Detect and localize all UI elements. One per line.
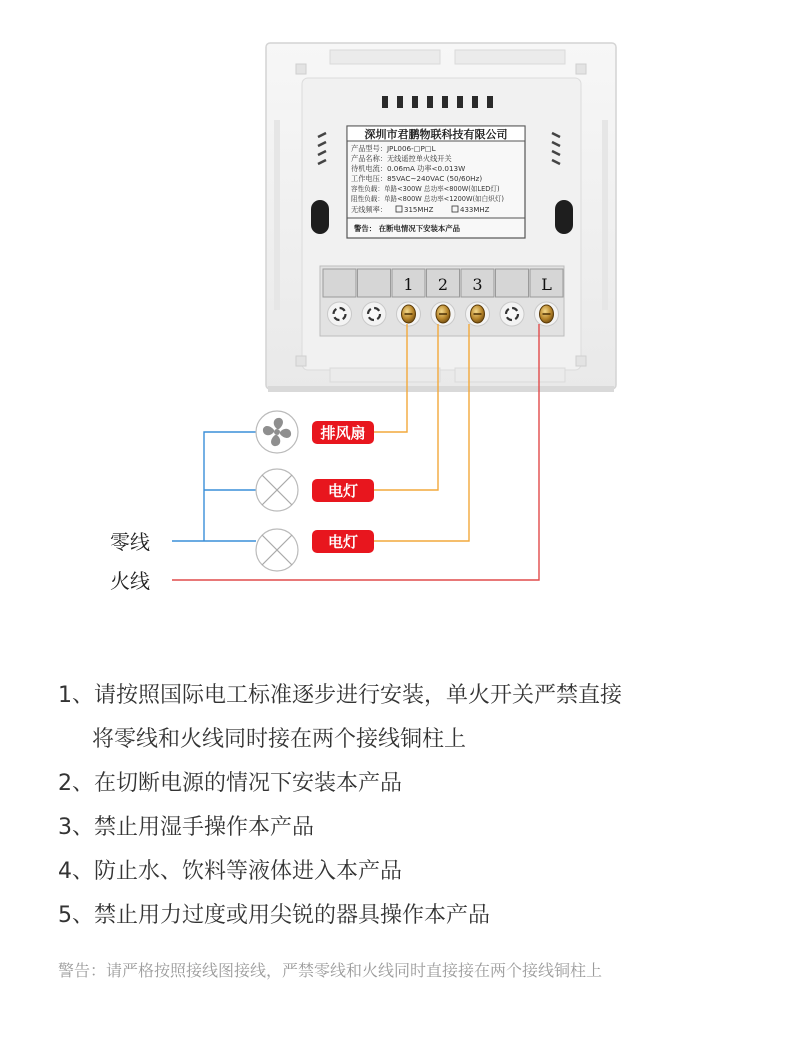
fan-fixture bbox=[256, 411, 298, 453]
load-label-lamp-2: 电灯 bbox=[327, 533, 359, 551]
load-label-fan: 排风扇 bbox=[320, 424, 366, 442]
empty-terminal-icon bbox=[506, 308, 518, 320]
instruction-5: 5、禁止用力过度或用尖锐的器具操作本产品 bbox=[58, 903, 490, 928]
terminal-cell bbox=[323, 269, 356, 297]
instruction-3: 3、禁止用湿手操作本产品 bbox=[58, 815, 314, 840]
label-freq-315: 315MHZ bbox=[404, 206, 434, 214]
label-freq-433: 433MHZ bbox=[460, 206, 490, 214]
lamp-fixture-1 bbox=[256, 469, 298, 511]
instruction-1-cont: 将零线和火线同时接在两个接线铜柱上 bbox=[92, 727, 467, 752]
terminal-cell bbox=[358, 269, 391, 297]
vent-slot bbox=[427, 96, 433, 108]
label-voltage: 工作电压：85VAC~240VAC (50/60Hz) bbox=[351, 174, 483, 183]
terminal-cell bbox=[496, 269, 529, 297]
label-frequency: 无线频率： bbox=[351, 205, 387, 214]
load-tag-lamp-2 bbox=[312, 530, 374, 553]
vent-slot bbox=[457, 96, 463, 108]
empty-terminal-icon bbox=[334, 308, 346, 320]
vent-slot bbox=[487, 96, 493, 108]
label-warning: 警告： 在断电情况下安装本产品 bbox=[354, 224, 461, 233]
label-name: 产品名称：无线遥控单火线开关 bbox=[351, 154, 452, 163]
vent-slot bbox=[472, 96, 478, 108]
instruction-1: 1、请按照国际电工标准逐步进行安装，单火开关严禁直接 bbox=[58, 683, 622, 708]
instruction-4: 4、防止水、饮料等液体进入本产品 bbox=[58, 859, 402, 884]
neutral-label: 零线 bbox=[110, 530, 150, 554]
terminal-label: 3 bbox=[472, 275, 483, 294]
load-tag-fan bbox=[312, 421, 374, 444]
wire-neutral bbox=[172, 432, 256, 541]
vent-slot bbox=[412, 96, 418, 108]
vent-slot bbox=[442, 96, 448, 108]
wiring-warning: 警告：请严格按照接线图接线，严禁零线和火线同时直接接在两个接线铜柱上 bbox=[58, 961, 603, 980]
label-resistive: 阻性负载：单路<800W 总功率<1200W(如白炽灯) bbox=[351, 195, 505, 203]
load-tag-lamp-1 bbox=[312, 479, 374, 502]
label-model: 产品型号：JPL006-□P□L bbox=[351, 144, 436, 153]
lamp-fixture-2 bbox=[256, 529, 298, 571]
terminal-block bbox=[320, 266, 564, 336]
terminal-label: 1 bbox=[403, 275, 414, 294]
spec-label bbox=[347, 126, 525, 238]
label-standby: 待机电流：0.06mA 功率<0.013W bbox=[351, 164, 466, 173]
empty-terminal-icon bbox=[368, 308, 380, 320]
label-capacitive: 容性负载：单路<300W 总功率<800W(如LED灯) bbox=[351, 185, 500, 193]
live-label: 火线 bbox=[110, 569, 150, 593]
terminal-label: 2 bbox=[437, 275, 449, 294]
vent-slot bbox=[382, 96, 388, 108]
instruction-2: 2、在切断电源的情况下安装本产品 bbox=[58, 771, 402, 796]
label-company: 深圳市君鹏物联科技有限公司 bbox=[364, 128, 508, 141]
installation-instructions bbox=[58, 674, 758, 938]
load-label-lamp-1: 电灯 bbox=[327, 482, 359, 500]
terminal-label: L bbox=[541, 275, 552, 294]
vent-slot bbox=[397, 96, 403, 108]
